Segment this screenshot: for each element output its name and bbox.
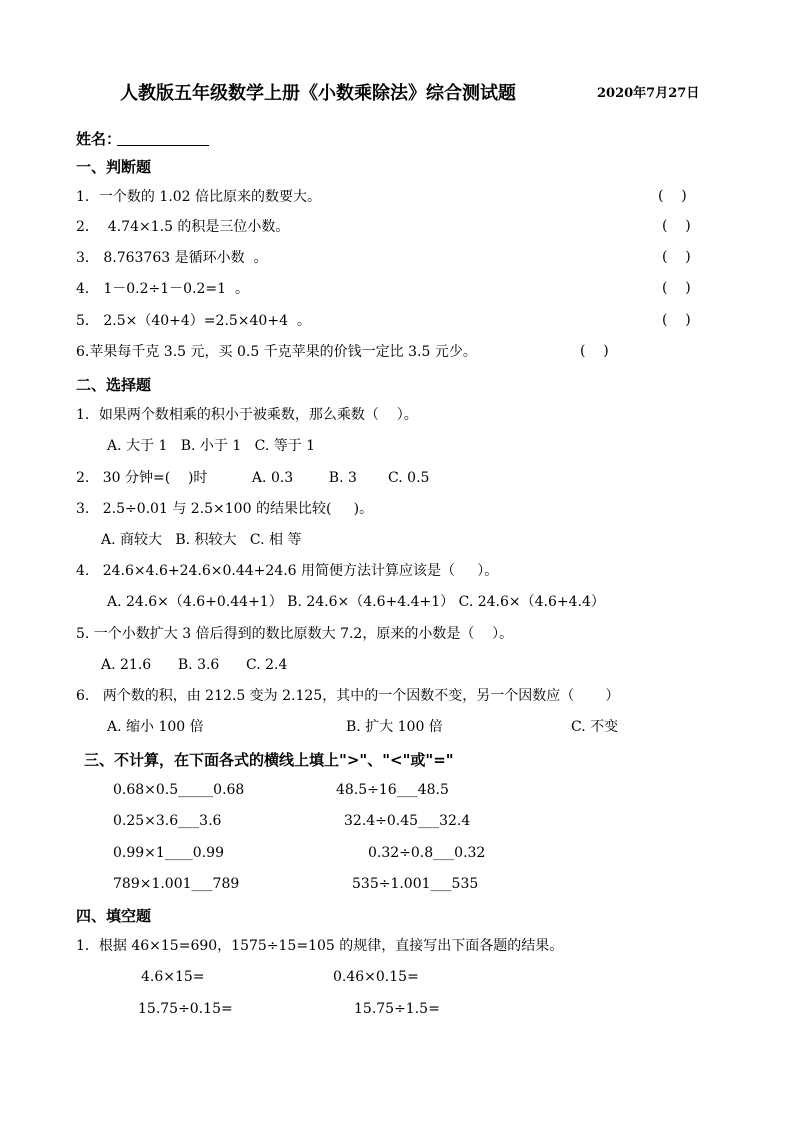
s2-q6-option-a: A. 缩小 100 倍: [107, 719, 204, 735]
s2-q6-option-c: C. 不变: [571, 719, 619, 735]
section3-heading: 三、不计算，在下面各式的横线上填上">"、"<"或"=": [84, 751, 454, 769]
s1-item-2: 2． 4.74×1.5 的积是三位小数。: [76, 219, 290, 235]
s2-q5: 5. 一个小数扩大 3 倍后得到的数比原数大 7.2，原来的小数是（ ）。: [76, 626, 514, 642]
s2-q1-options: A. 大于 1 B. 小于 1 C. 等于 1: [107, 438, 316, 454]
s1-answer-5[interactable]: ( ): [662, 312, 691, 328]
s2-q2: 2. 30 分钟=( )时 A. 0.3 B. 3 C. 0.5: [76, 470, 430, 486]
s3-left-2: 0.25×3.6___3.6: [113, 813, 222, 829]
s2-q1: 1．如果两个数相乘的积小于被乘数，那么乘数（ ）。: [76, 407, 418, 423]
s2-q3-options: A. 商较大 B. 积较大 C. 相 等: [101, 532, 302, 548]
s3-left-1: 0.68×0.5_____0.68: [113, 782, 245, 798]
page-date: 2020年7月27日: [597, 86, 700, 101]
s2-q4: 4. 24.6×4.6+24.6×0.44+24.6 用简便方法计算应该是（ ）。: [76, 563, 499, 579]
s1-item-3: 3． 8.763763 是循环小数 。: [76, 250, 268, 266]
s1-item-5: 5． 2.5×（40+4）=2.5×40+4 。: [76, 313, 311, 329]
s3-right-2: 32.4÷0.45___32.4: [344, 813, 471, 829]
s3-left-3: 0.99×1____0.99: [113, 845, 224, 861]
s3-right-1: 48.5÷16___48.5: [336, 782, 449, 798]
s3-right-3: 0.32÷0.8___0.32: [368, 845, 486, 861]
s1-answer-4[interactable]: ( ): [662, 280, 691, 296]
s3-right-4: 535÷1.001___535: [352, 876, 479, 892]
section1-heading: 一、判断题: [76, 158, 152, 176]
section4-heading: 四、填空题: [76, 907, 152, 925]
s2-q5-options: A. 21.6 B. 3.6 C. 2.4: [101, 657, 288, 673]
s2-q6: 6. 两个数的积，由 212.5 变为 2.125，其中的一个因数不变，另一个因数应（ ）: [76, 688, 620, 704]
s1-answer-6[interactable]: ( ): [580, 343, 609, 359]
s1-answer-1[interactable]: ( ): [658, 188, 687, 204]
s1-item-6: 6.苹果每千克 3.5 元，买 0.5 千克苹果的价钱一定比 3.5 元少。: [76, 344, 477, 360]
s3-left-4: 789×1.001___789: [113, 876, 240, 892]
s4-right-2: 15.75÷1.5=: [354, 1001, 440, 1017]
s4-right-1: 0.46×0.15=: [333, 969, 419, 985]
s1-answer-3[interactable]: ( ): [662, 249, 691, 265]
s1-answer-2[interactable]: ( ): [662, 218, 691, 234]
s4-left-1: 4.6×15=: [141, 969, 205, 985]
s4-q1: 1．根据 46×15=690，1575÷15=105 的规律，直接写出下面各题的结果。: [76, 938, 564, 954]
s4-left-2: 15.75÷0.15=: [138, 1001, 233, 1017]
s1-item-4: 4． 1－0.2÷1－0.2=1 。: [76, 281, 249, 297]
s2-q4-options: A. 24.6×（4.6+0.44+1） B. 24.6×（4.6+4.4+1） C. 24.6×（4.6+4.4）: [107, 594, 605, 610]
page-title: 人教版五年级数学上册《小数乘除法》综合测试题: [120, 83, 516, 104]
name-label: 姓名：: [76, 130, 122, 148]
s1-item-1: 1．一个数的 1.02 倍比原来的数要大。: [76, 189, 321, 205]
s2-q3: 3. 2.5÷0.01 与 2.5×100 的结果比较( )。: [76, 501, 374, 517]
s2-q6-option-b: B. 扩大 100 倍: [346, 719, 443, 735]
name-blank[interactable]: [117, 145, 209, 146]
section2-heading: 二、选择题: [76, 376, 152, 394]
